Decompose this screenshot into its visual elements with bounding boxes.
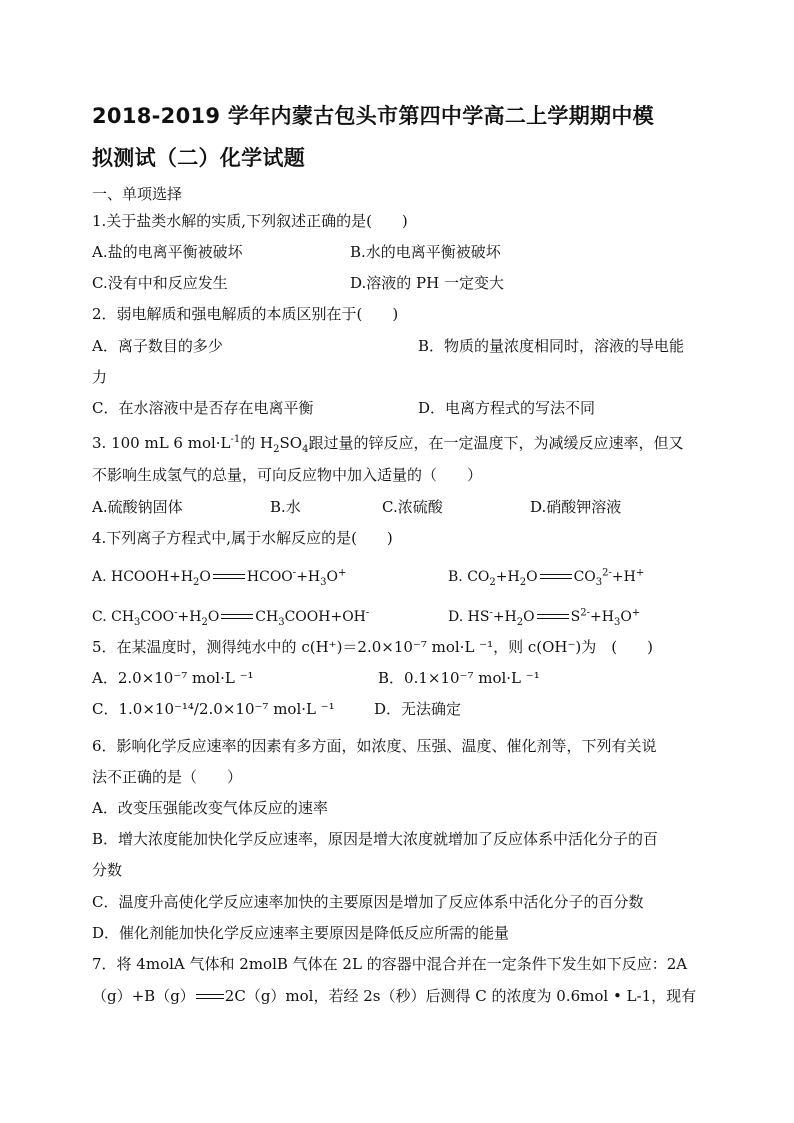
q2-option-b-cont: 力	[92, 368, 108, 386]
page-title-line2: 拟测试（二）化学试题	[92, 146, 305, 170]
q2-option-c: C．在水溶液中是否存在电离平衡	[92, 399, 314, 417]
q3-stem-part: 的 H	[240, 434, 274, 452]
q2-option-d: D．电离方程式的写法不同	[418, 399, 596, 417]
q4-d-part: +H	[589, 609, 614, 625]
q4-option-c: C. $CH_3COO^-+H_2O$ $CH_3COOH+OH^-$	[92, 607, 370, 628]
q3-stem-part: 3. 100 mL 6 mol·L	[92, 434, 231, 452]
q5-option-a: A．2.0×10⁻⁷ mol·L ⁻¹	[92, 669, 254, 687]
q5-stem: 5．在某温度时，测得纯水中的 c(H⁺)＝2.0×10⁻⁷ mol·L ⁻¹，则 c(OH⁻)为 ( )	[92, 638, 653, 656]
q3-option-c: C.浓硫酸	[382, 498, 443, 516]
q4-c-part: COO	[140, 609, 175, 625]
q4-d-part: S	[570, 609, 581, 625]
q7-line2	[92, 986, 696, 1006]
section-heading: 一、单项选择	[92, 185, 183, 203]
q1-option-c: C.没有中和反应发生	[92, 274, 228, 292]
q1-option-d: D.溶液的 PH 一定变大	[350, 274, 504, 292]
q4-d-part: O	[620, 609, 632, 625]
q1-stem: 1.关于盐类水解的实质,下列叙述正确的是( )	[92, 212, 408, 230]
q3-stem-sub: 4	[302, 444, 309, 455]
q4-b-part: O	[526, 569, 538, 585]
q4-a-part: +H	[296, 569, 321, 585]
q5-option-d: D．无法确定	[374, 700, 462, 718]
q4-stem: 4.下列离子方程式中,属于水解反应的是( )	[92, 529, 393, 547]
q1-option-a: A.盐的电离平衡被破坏	[92, 243, 243, 261]
reversible-arrow-icon	[195, 993, 225, 1001]
q4-d-part: O	[523, 609, 535, 625]
equilibrium-arrow-icon	[535, 613, 571, 621]
q3-option-b: B.水	[270, 498, 301, 516]
q4-c-part: COOH+OH	[284, 609, 366, 625]
q4-option-b: B. $CO_2+H_2O$ $CO_3^{2-}+H^+$	[448, 567, 645, 588]
q3-option-d: D.硝酸钾溶液	[530, 498, 622, 516]
q4-c-part: C. CH	[92, 609, 135, 625]
q5-option-b: B．0.1×10⁻⁷ mol·L ⁻¹	[378, 669, 540, 687]
q6-option-c: C．温度升高使化学反应速率加快的主要原因是增加了反应体系中活化分子的百分数	[92, 893, 644, 911]
q4-c-part: CH	[255, 609, 279, 625]
q2-option-a: A．离子数目的多少	[92, 337, 223, 355]
q3-stem-sub: 2	[273, 444, 280, 455]
q7-line1: 7．将 4molA 气体和 2molB 气体在 2L 的容器中混合并在一定条件下发生如下反应：2A	[92, 955, 688, 973]
q1-option-b: B.水的电离平衡被破坏	[350, 243, 501, 261]
q4-option-a: A. $HCOOH+H_2O$ $HCOO^-+H_3O^+$	[92, 567, 347, 588]
q3-stem	[92, 433, 683, 453]
q6-option-b-line2: 分数	[92, 861, 123, 879]
q4-a-part: HCOO	[246, 569, 293, 585]
q4-c-part: +H	[177, 609, 202, 625]
q3-option-a: A.硫酸钠固体	[92, 498, 183, 516]
equilibrium-arrow-icon	[538, 573, 574, 581]
equilibrium-arrow-icon	[211, 573, 247, 581]
q6-stem-line1: 6．影响化学反应速率的因素有多方面，如浓度、压强、温度、催化剂等，下列有关说	[92, 737, 657, 755]
q3-stem-line2: 不影响生成氢气的总量，可向反应物中加入适量的（ ）	[92, 466, 483, 484]
q4-d-part: D. HS	[448, 609, 490, 625]
q7-line2-part: 2C（g）mol，若经 2s（秒）后测得 C 的浓度为 0.6mol • L-1，现有	[224, 987, 697, 1005]
q5-option-c: C．1.0×10⁻¹⁴/2.0×10⁻⁷ mol·L ⁻¹	[92, 700, 335, 718]
q6-option-a: A．改变压强能改变气体反应的速率	[92, 799, 328, 817]
q7-line2-part: （g）+B（g）	[92, 987, 195, 1005]
q4-b-part: B. CO	[448, 569, 490, 585]
q6-option-b-line1: B．增大浓度能加快化学反应速率，原因是增大浓度就增加了反应体系中活化分子的百	[92, 830, 659, 848]
q3-stem-part: SO	[279, 434, 303, 452]
q4-b-part: CO	[573, 569, 596, 585]
q2-stem: 2．弱电解质和强电解质的本质区别在于( )	[92, 305, 399, 323]
q4-b-part: +H	[611, 569, 636, 585]
q4-c-part: O	[207, 609, 220, 625]
q3-stem-sup: -1	[230, 434, 241, 445]
equilibrium-arrow-icon	[219, 613, 255, 621]
q4-a-part: O	[326, 569, 338, 585]
page-title-line1: 2018-2019 学年内蒙古包头市第四中学高二上学期期中模	[92, 104, 654, 128]
q2-option-b: B．物质的量浓度相同时，溶液的导电能	[418, 337, 685, 355]
q4-a-part: A. HCOOH+H	[92, 569, 194, 585]
q4-a-part: O	[199, 569, 211, 585]
q6-option-d: D．催化剂能加快化学反应速率主要原因是降低反应所需的能量	[92, 924, 510, 942]
q6-stem-line2: 法不正确的是（ ）	[92, 768, 243, 786]
q4-option-d: D. $HS^-+H_2O$ $S^{2-}+H_3O^+$	[448, 607, 641, 628]
q4-b-part: +H	[495, 569, 520, 585]
q4-d-part: +H	[492, 609, 517, 625]
q3-stem-part: 跟过量的锌反应，在一定温度下，为减缓反应速率，但又	[308, 434, 684, 452]
